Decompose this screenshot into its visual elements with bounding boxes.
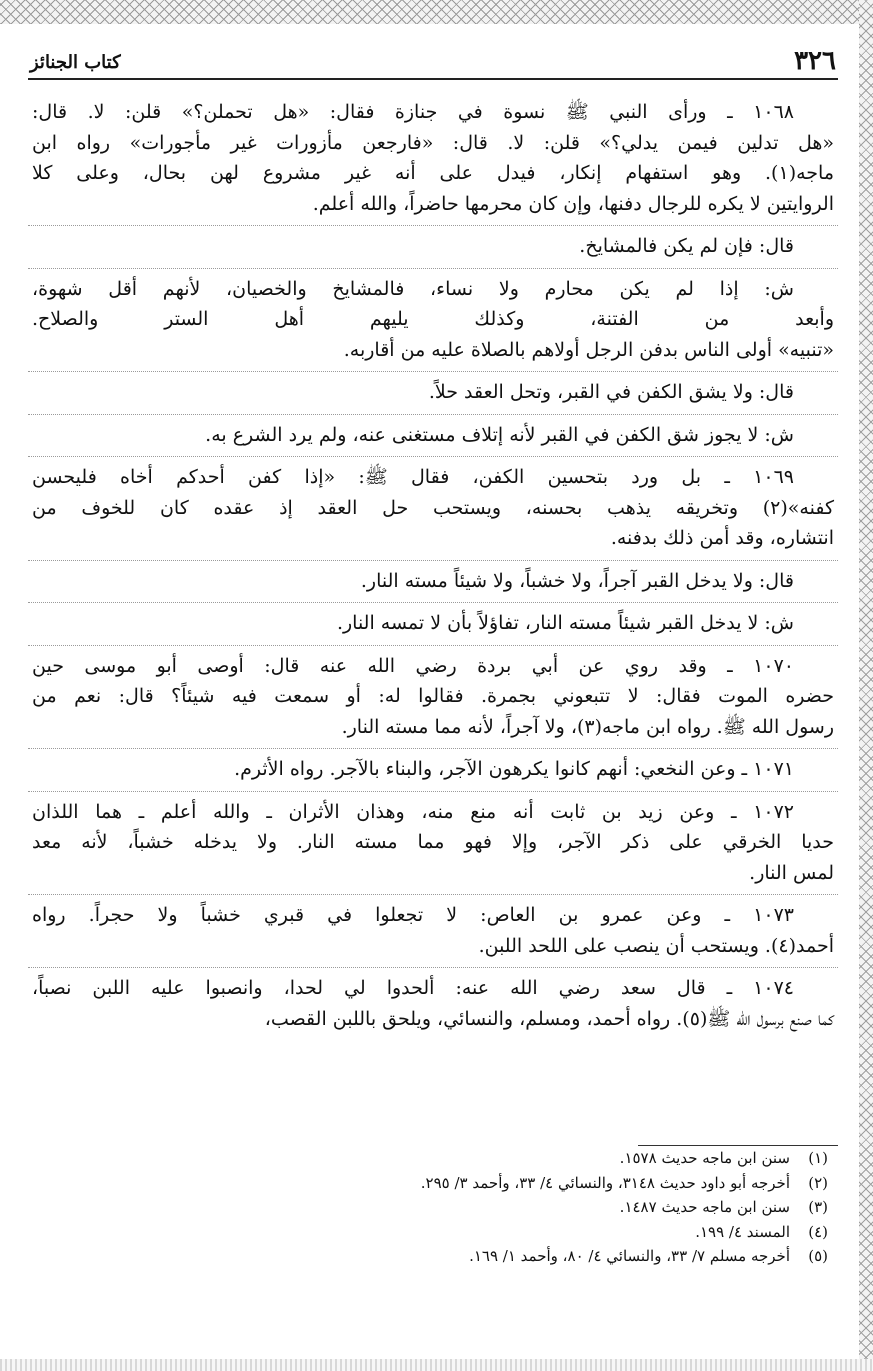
text-line: ١٠٦٩ ـ بل ورد بتحسين الكفن، فقال ﷺ: «إذا كفن أحدكم أخاه فليحسن <box>32 466 794 488</box>
text-line: لمس النار. <box>749 861 834 884</box>
text-line: ١٠٧١ ـ وعن النخعي: أنهم كانوا يكرهون الآجر، والبناء بالآجر. رواه الأثرم. <box>234 758 794 780</box>
text-line: «هل تدلين فيمن يدلي؟» قلن: لا. قال: «فارجعن مأزورات غير مأجورات» رواه ابن <box>32 131 834 154</box>
text-line: قال: فإن لم يكن فالمشايخ. <box>579 235 794 257</box>
text-line: ش: لا يجوز شق الكفن في القبر لأنه إتلاف مستغنى عنه، ولم يرد الشرع به. <box>205 423 794 446</box>
text-line: ١٠٧٣ ـ وعن عمرو بن العاص: لا تجعلوا في قبري خشباً ولا حجراً. رواه <box>32 904 794 926</box>
footnotes <box>28 1145 838 1269</box>
text-line: وأبعد من الفتنة، وكذلك يليهم أهل الستر والصلاح. <box>32 308 834 330</box>
paragraph <box>28 561 838 604</box>
footnote-number: (١) <box>808 1149 828 1167</box>
footnote <box>28 1171 838 1196</box>
text-line: قال: ولا يشق الكفن في القبر، وتحل العقد حلاً. <box>428 381 794 403</box>
side-ornamental-border <box>859 0 873 1371</box>
page-number: ٣٢٦ <box>794 46 836 76</box>
text-line: ش: إذا لم يكن محارم ولا نساء، فالمشايخ والخصيان، لأنهم أقل شهوة، <box>32 277 794 300</box>
text-line: حديا الخرقي على ذكر الآجر، وإلا فهو مما مسته النار. ولا يدخله خشباً، لأنه معد <box>32 831 834 853</box>
paragraph <box>28 226 838 269</box>
footnote <box>28 1244 838 1269</box>
paragraph <box>28 92 838 226</box>
text-line: أحمد(٤). ويستحب أن ينصب على اللحد اللبن. <box>478 934 834 957</box>
text-line: كفنه»(٢) وتخريقه يذهب بحسنه، ويستحب حل العقد إذ عقده كان للخوف من <box>32 496 834 519</box>
text-line: انتشاره، وقد أمن ذلك بدفنه. <box>610 527 834 549</box>
text-line: كما صنع برسول الله ﷺ(٥). رواه أحمد، ومسلم، والنسائي، ويلحق باللبن القصب، <box>264 1007 834 1030</box>
paragraph <box>28 792 838 896</box>
paragraph <box>28 372 838 415</box>
footnote <box>28 1146 838 1171</box>
footnote-text: أخرجه أبو داود حديث ٣١٤٨، والنسائي ٤/ ٣٣، وأحمد ٣/ ٢٩٥. <box>420 1173 790 1192</box>
footnote-text: سنن ابن ماجه حديث ١٤٨٧. <box>619 1198 790 1216</box>
footnote-number: (٥) <box>808 1247 828 1265</box>
paragraph <box>28 269 838 373</box>
text-line: حضره الموت فقال: لا تتبعوني بجمرة. فقالوا له: أو سمعت فيه شيئاً؟ قال: نعم من <box>32 685 834 707</box>
text-line: ١٠٧٤ ـ قال سعد رضي الله عنه: ألحدوا لي لحدا، وانصبوا عليه اللبن نصباً، <box>32 977 794 999</box>
footnote-text: سنن ابن ماجه حديث ١٥٧٨. <box>619 1149 790 1167</box>
paragraph <box>28 895 838 968</box>
text-line: قال: ولا يدخل القبر آجراً، ولا خشباً، ولا شيئاً مسته النار. <box>360 569 794 592</box>
paragraph <box>28 968 838 1040</box>
text-line: رسول الله ﷺ. رواه ابن ماجه(٣)، ولا آجراً، لأنه مما مسته النار. <box>341 715 834 738</box>
footnote <box>28 1220 838 1245</box>
paragraph <box>28 415 838 458</box>
text-line: «تنبيه» أولى الناس بدفن الرجل أولاهم بالصلاة عليه من أقاربه. <box>343 338 834 361</box>
text-line: ١٠٦٨ ـ ورأى النبي ﷺ نسوة في جنازة فقال: «هل تحملن؟» قلن: لا. قال: <box>32 101 794 123</box>
text-line: الروايتين لا يكره للرجال دفنها، وإن كان محرمها حاضراً، والله أعلم. <box>312 192 834 215</box>
footnote-list <box>28 1146 838 1269</box>
book-title: كتاب الجنائز <box>30 52 121 73</box>
text-line: ١٠٧٢ ـ وعن زيد بن ثابت أنه منع منه، وهذان الأثران ـ والله أعلم ـ هما اللذان <box>32 800 794 823</box>
paragraph <box>28 457 838 561</box>
text-line: ش: لا يدخل القبر شيئاً مسته النار، تفاؤلاً بأن لا تمسه النار. <box>336 612 794 634</box>
bottom-border <box>0 1359 873 1371</box>
footnote-number: (٣) <box>808 1198 828 1216</box>
page-body <box>28 92 838 1040</box>
top-ornamental-border <box>0 0 873 24</box>
text-line: ١٠٧٠ ـ وقد روي عن أبي بردة رضي الله عنه قال: أوصى أبو موسى حين <box>32 654 794 677</box>
footnote <box>28 1195 838 1220</box>
footnote-text: أخرجه مسلم ٧/ ٣٣، والنسائي ٤/ ٨٠، وأحمد ١/ ١٦٩. <box>469 1247 790 1265</box>
paragraph <box>28 646 838 750</box>
footnote-number: (٢) <box>808 1173 828 1192</box>
paragraph <box>28 749 838 792</box>
text-line: ماجه(١). وهو استفهام إنكار، فيدل على أنه غير مشروع لهن بحال، وعلى كلا <box>32 162 834 184</box>
page-header <box>28 44 838 80</box>
footnote-text: المسند ٤/ ١٩٩. <box>695 1222 790 1241</box>
book-page <box>28 44 838 1040</box>
paragraph <box>28 603 838 646</box>
footnote-number: (٤) <box>808 1222 828 1241</box>
